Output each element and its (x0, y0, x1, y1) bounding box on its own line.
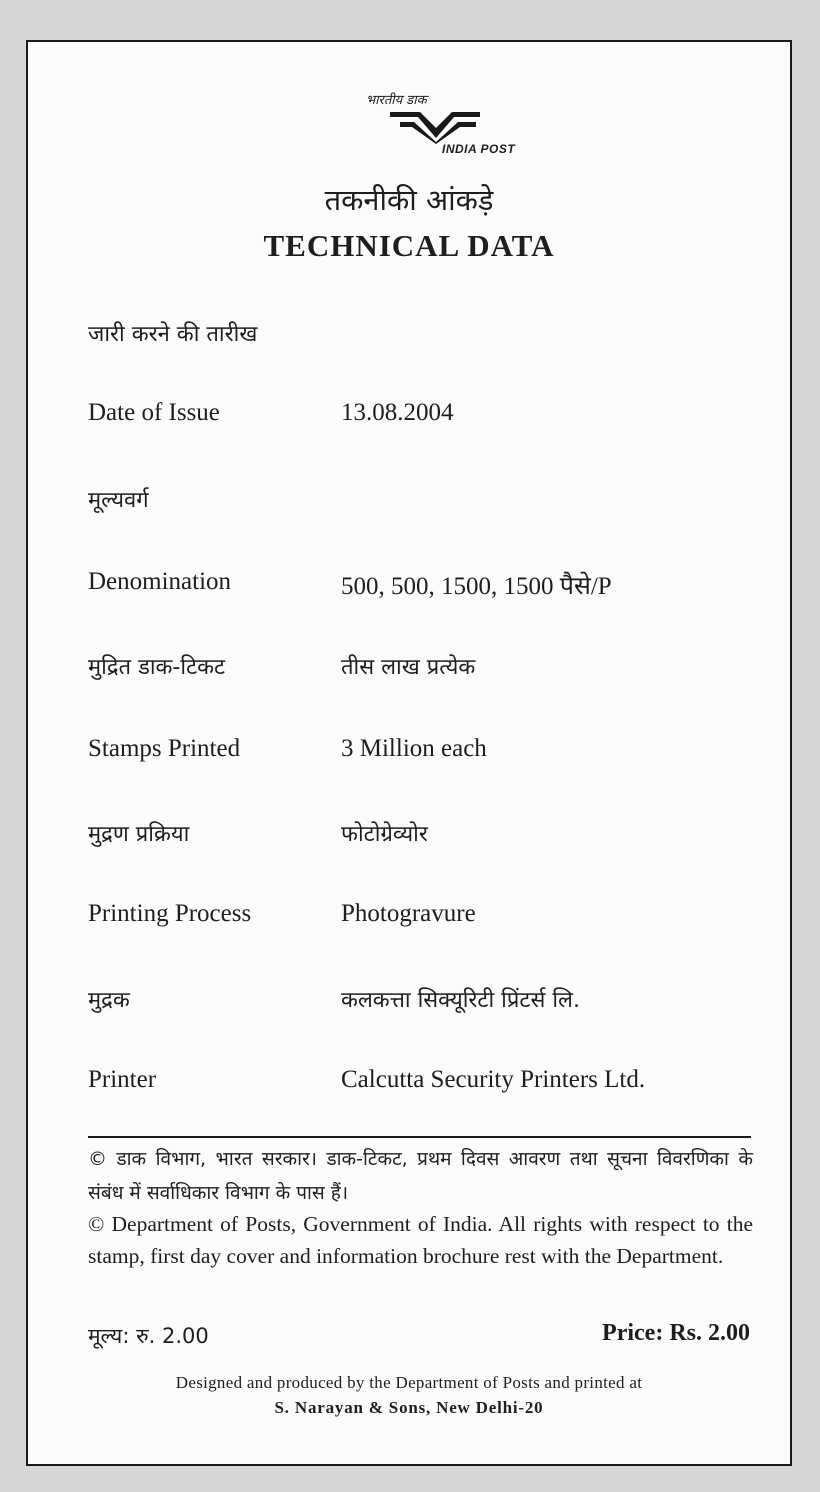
row-label: मुद्रण प्रक्रिया (88, 822, 190, 847)
row-value: 500, 500, 1500, 1500 पैसे/P (341, 573, 612, 600)
india-post-logo (364, 90, 534, 160)
footer-credit: Designed and produced by the Department of Posts and printed at (175, 1373, 643, 1392)
row-label: Printer (88, 1066, 157, 1093)
row-label: मुद्रक (88, 988, 130, 1013)
row-label: जारी करने की तारीख (88, 322, 258, 347)
divider (88, 1136, 751, 1138)
footer (28, 1370, 790, 1420)
copyright-english: © Department of Posts, Government of India. All rights with respect to the stamp, first day cover and information brochure rest with the Department. (88, 1212, 753, 1268)
row-label: मुद्रित डाक-टिकट (88, 655, 226, 680)
row-label: Date of Issue (88, 399, 220, 426)
footer-printer: S. Narayan & Sons, New Delhi-20 (274, 1398, 544, 1417)
row-value: 3 Million each (341, 735, 487, 762)
page-title-hindi: तकनीकी आंकड़े (324, 183, 494, 217)
technical-data-sheet (26, 40, 792, 1466)
row-value: Photogravure (341, 900, 476, 927)
price-hindi: मूल्य: रु. 2.00 (88, 1324, 209, 1348)
row-value: कलकत्ता सिक्यूरिटी प्रिंटर्स लि. (341, 988, 580, 1013)
row-value: फोटोग्रेव्योर (341, 822, 428, 847)
copyright-hindi: © डाक विभाग, भारत सरकार। डाक-टिकट, प्रथम दिवस आवरण तथा सूचना विवरणिका के संबंध में सर्वाधिकार विभाग के पास हैं। (88, 1148, 753, 1204)
row-label: Printing Process (88, 900, 252, 927)
page-title: TECHNICAL DATA (263, 228, 555, 263)
row-label: मूल्यवर्ग (88, 488, 149, 513)
row-label: Denomination (88, 568, 232, 595)
price: Price: Rs. 2.00 (602, 1320, 750, 1346)
row-label: Stamps Printed (88, 735, 241, 762)
logo-english-text: INDIA POST (442, 142, 516, 156)
row-value: Calcutta Security Printers Ltd. (341, 1066, 646, 1093)
row-value: 13.08.2004 (341, 399, 454, 426)
logo-hindi-text: भारतीय डाक (366, 93, 427, 108)
row-value: तीस लाख प्रत्येक (341, 655, 476, 680)
india-post-logo-icon (390, 108, 482, 144)
